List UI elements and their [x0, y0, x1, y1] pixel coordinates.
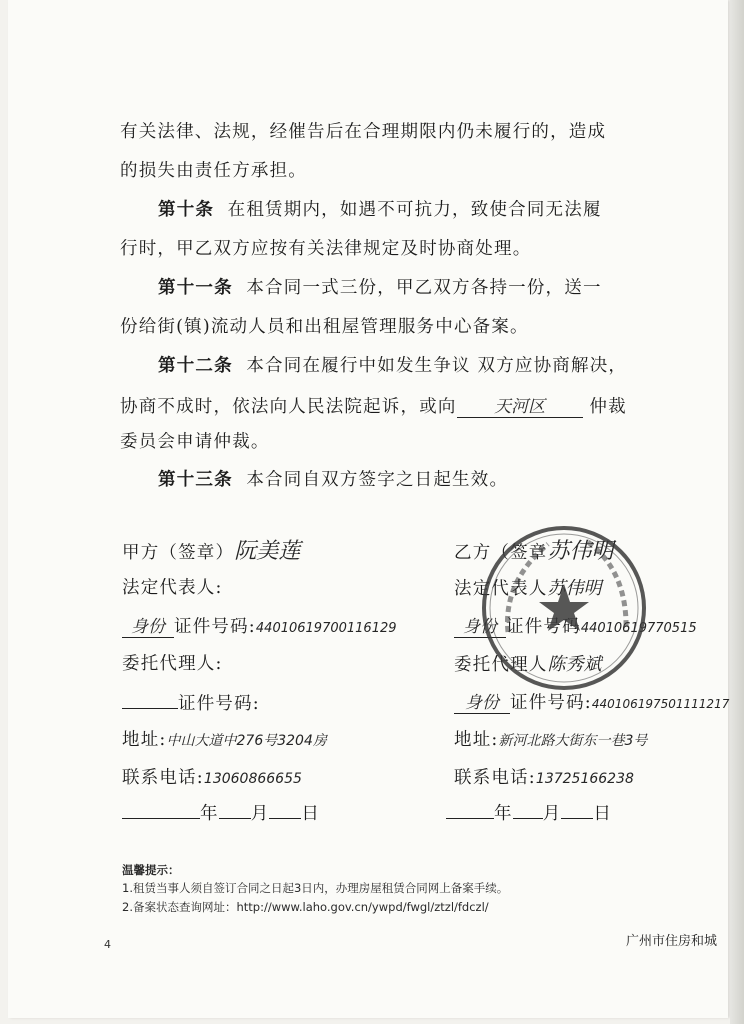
year-blank — [122, 804, 200, 819]
party-b-phone-label: 联系电话: — [454, 768, 536, 788]
article-text: 协商不成时，依法向人民法院起诉，或向 — [120, 397, 457, 417]
body-line: 份给街(镇)流动人员和出租屋管理服务中心备案。 — [120, 317, 529, 337]
party-a-id-number: 440106197001161​29 — [255, 621, 397, 636]
party-a-agent-id-row — [122, 690, 260, 715]
day-blank — [269, 804, 301, 819]
party-b-date-row — [446, 800, 612, 825]
party-a-signature: 阮美莲 — [234, 539, 301, 564]
month-blank — [219, 804, 251, 819]
body-line: 行时，甲乙双方应按有关法律规定及时协商处理。 — [120, 239, 532, 259]
month-label: 月 — [250, 804, 270, 824]
party-a-rep-label: 法定代表人: — [122, 578, 223, 598]
page-edge — [730, 0, 744, 1024]
article-text: 仲裁 — [589, 397, 627, 417]
party-a-phone-row — [122, 764, 302, 789]
party-b-agent-label: 委托代理人 — [454, 655, 548, 675]
tips-item: 2.备案状态查询网址：http://www.laho.gov.cn/ywpd/fwgl/ztzl/fdczl/ — [122, 900, 489, 914]
article-10 — [158, 196, 602, 221]
party-a-phone: 13060866655 — [203, 771, 302, 787]
article-13 — [158, 466, 508, 491]
article-title: 第十一条 — [158, 278, 233, 298]
article-title: 第十三条 — [158, 470, 233, 490]
year-label: 年 — [200, 804, 219, 824]
body-line: 有关法律、法规，经催告后在合理期限内仍未履行的，造成 — [120, 122, 607, 142]
article-text: 本合同一式三份，甲乙双方各持一份，送一 — [246, 278, 602, 298]
year-blank — [446, 804, 494, 819]
arbitration-district-field: 天河区 — [457, 392, 583, 418]
party-b-id-type: 身份 — [454, 612, 506, 638]
party-a-address-label: 地址: — [122, 730, 167, 750]
party-b-rep-signature: 苏伟明 — [547, 578, 602, 599]
party-b-id-number: 440106197705​15 — [580, 621, 697, 636]
document-page — [8, 0, 728, 1018]
page-number: 4 — [104, 938, 111, 951]
party-a-date-row — [122, 800, 320, 825]
article-title: 第十二条 — [158, 356, 233, 376]
company-seal — [478, 522, 650, 694]
party-a-id-type: 身份 — [122, 612, 174, 638]
party-b-address: 新河北路大街东一巷3号 — [498, 733, 648, 749]
party-a-agent-label: 委托代理人: — [122, 654, 223, 674]
party-b-agent-signature: 陈秀斌 — [547, 654, 602, 675]
party-b-agent-id-label: 证件号码: — [510, 693, 592, 713]
month-blank — [513, 804, 543, 819]
tips-item: 1.租赁当事人须自签订合同之日起3日内，办理房屋租赁合同网上备案手续。 — [122, 881, 509, 895]
party-b-agent-id-type: 身份 — [454, 688, 510, 714]
article-11 — [158, 274, 602, 299]
year-label: 年 — [494, 804, 513, 824]
party-b-rep-label: 法定代表人 — [454, 579, 548, 599]
party-b-phone-row — [454, 764, 634, 789]
party-a-address-row — [122, 726, 327, 751]
party-b-phone: 13725166238 — [535, 771, 634, 787]
party-a-phone-label: 联系电话: — [122, 768, 204, 788]
party-a-address: 中山大道中276号3204房 — [166, 733, 327, 749]
party-b-id-label: 证件号码 — [506, 617, 581, 637]
day-label: 日 — [301, 804, 321, 824]
body-line — [120, 392, 627, 418]
article-text: 在租赁期内，如遇不可抗力，致使合同无法履 — [227, 200, 602, 220]
article-text: 本合同在履行中如发生争议 双方应协商解决， — [246, 356, 628, 376]
article-title: 第十条 — [158, 200, 215, 220]
day-label: 日 — [593, 804, 613, 824]
party-b-address-row — [454, 726, 647, 751]
party-a-signature-row — [122, 534, 300, 565]
article-text: 本合同自双方签字之日起生效。 — [246, 470, 509, 490]
footer-org: 广州市住房和城 — [626, 934, 718, 949]
month-label: 月 — [542, 804, 562, 824]
party-b-signature: 苏伟明 — [547, 539, 614, 564]
party-b-address-label: 地址: — [454, 730, 499, 750]
body-line: 委员会申请仲裁。 — [120, 432, 270, 452]
article-12 — [158, 352, 627, 377]
party-a-sign-label: 甲方（签章） — [122, 543, 235, 563]
party-a-agent-id-type — [122, 694, 178, 709]
tips-title: 温馨提示： — [122, 863, 180, 877]
star-icon — [539, 584, 589, 631]
party-a-id-row — [122, 612, 397, 638]
party-a-agent-id-label: 证件号码: — [178, 694, 260, 714]
party-a-id-label: 证件号码: — [174, 617, 256, 637]
day-blank — [561, 804, 593, 819]
body-line: 的损失由责任方承担。 — [120, 161, 307, 181]
party-b-sign-label: 乙方（签章 — [454, 543, 548, 563]
party-b-agent-id-number: 440106197501111217 — [591, 697, 730, 711]
